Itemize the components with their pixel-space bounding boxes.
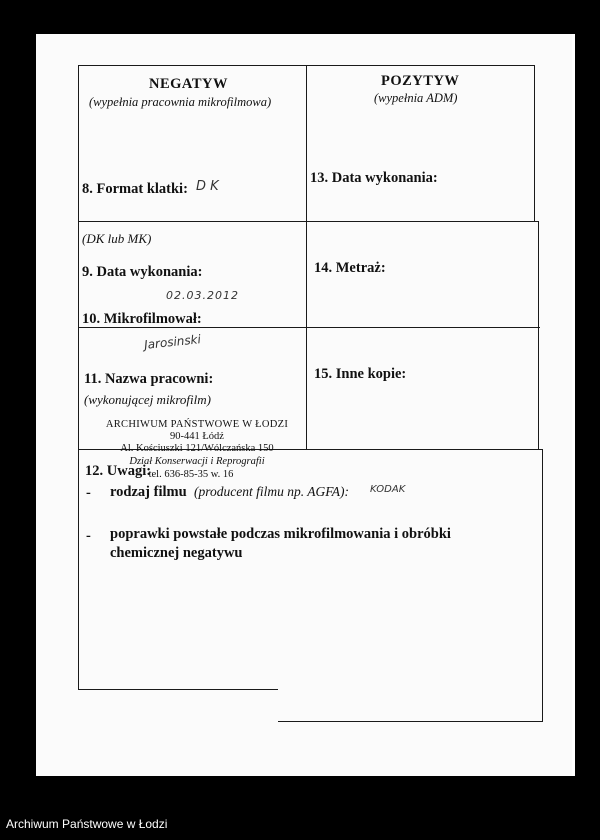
- format-hint: (DK lub MK): [82, 231, 152, 246]
- left-border: [78, 65, 79, 689]
- negatyw-subtitle: (wypełnia pracownia mikrofilmowa): [89, 95, 272, 109]
- bottom-border: [78, 689, 278, 690]
- corrections-line-2: chemicznej negatywu: [110, 545, 243, 561]
- film-type-label: rodzaj filmu: [110, 484, 187, 500]
- form-grid: [78, 65, 542, 721]
- right-border-bottom: [542, 449, 543, 721]
- bullet-2: -: [86, 528, 91, 544]
- format-value: D K: [196, 179, 219, 194]
- pozytyw-date-label: 13. Data wykonania:: [310, 170, 438, 186]
- column-divider: [306, 65, 307, 449]
- negatyw-title: NEGATYW: [149, 76, 228, 92]
- lab-hint: (wykonującej mikrofilm): [84, 392, 211, 407]
- stamp-line-1: ARCHIWUM PAŃSTWOWE W ŁODZI: [105, 419, 289, 430]
- row-divider-1: [78, 221, 538, 222]
- bottom-border-right: [278, 721, 543, 722]
- format-label: 8. Format klatki:: [82, 181, 188, 197]
- right-border-top: [534, 65, 535, 221]
- remarks-label: 12. Uwagi:: [85, 463, 152, 479]
- stamp-line-2: 90-441 Łódź: [170, 431, 224, 442]
- pozytyw-subtitle: (wypełnia ADM): [374, 91, 458, 105]
- operator-signature: Jarosinski: [143, 332, 202, 352]
- film-type-hint: (producent filmu np. AGFA):: [194, 484, 349, 499]
- film-type-value: KODAK: [370, 484, 406, 495]
- date-label: 9. Data wykonania:: [82, 264, 203, 280]
- footer-source: Archiwum Państwowe w Łodzi: [6, 817, 168, 831]
- stamp-line-5: tel. 636-85-35 w. 16: [148, 469, 234, 480]
- scanned-page: [36, 34, 575, 776]
- right-border-mid: [538, 221, 539, 449]
- corrections-line-1: poprawki powstałe podczas mikrofilmowania i obróbki: [110, 526, 451, 542]
- pozytyw-title: POZYTYW: [381, 73, 460, 89]
- copies-label: 15. Inne kopie:: [314, 366, 407, 382]
- stamp-line-3: Al. Kościuszki 121/Wólczańska 150: [120, 443, 274, 454]
- length-label: 14. Metraż:: [314, 260, 386, 276]
- date-value: 02.03.2012: [166, 289, 239, 302]
- operator-label: 10. Mikrofilmował:: [82, 311, 202, 327]
- bullet-1: -: [86, 485, 91, 501]
- lab-label: 11. Nazwa pracowni:: [84, 371, 214, 387]
- stamp-line-4: Dział Konserwacji i Reprografii: [129, 456, 265, 467]
